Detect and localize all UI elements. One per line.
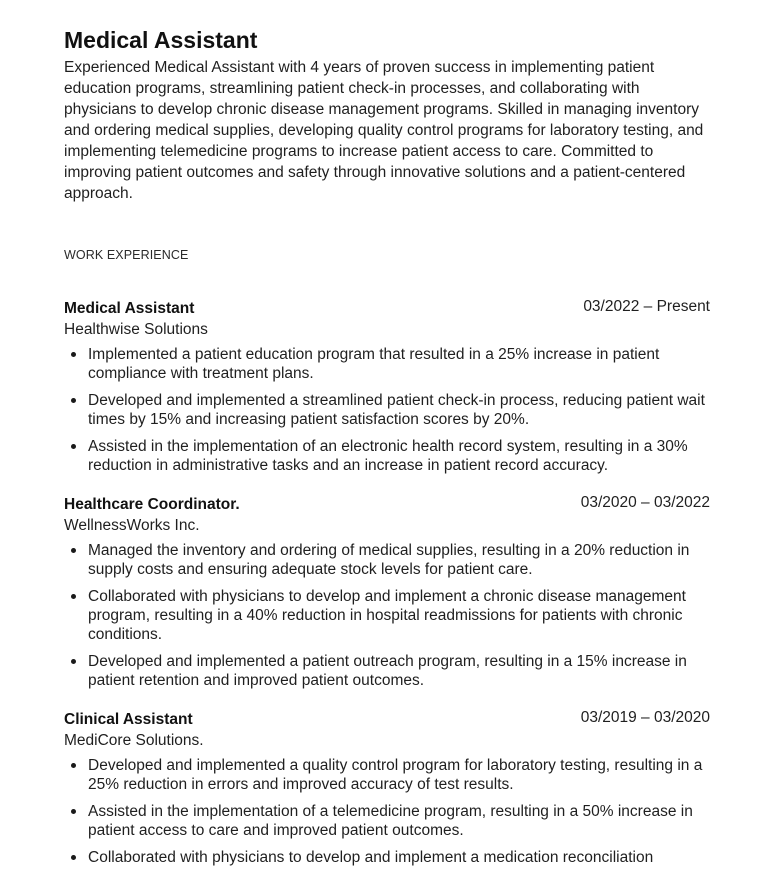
job-dates: 03/2019 – 03/2020 (580, 709, 710, 726)
job-entry (64, 708, 710, 867)
bullet-item: Assisted in the implementation of a telemedicine program, resulting in a 50% increase in patient access to care and improved patient outcomes. (64, 802, 710, 840)
bullet-item: Developed and implemented a patient outreach program, resulting in a 15% increase in patient retention and improved patient outcomes. (64, 652, 710, 690)
company-name: Healthwise Solutions (64, 321, 208, 338)
bullet-item: Assisted in the implementation of an electronic health record system, resulting in a 30% reduction in administrative tasks and an increase in patient record accuracy. (64, 437, 710, 475)
professional-summary: Experienced Medical Assistant with 4 years of proven success in implementing patient education programs, streamlining patient check-in processes, and collaborating with physicians to develop chronic disease management programs. Skilled in managing inventory and ordering medical supplies, developing quality control programs for laboratory testing, and implementing telemedicine programs to increase patient access to care. Committed to improving patient outcomes and safety through innovative solutions and a patient-centered approach. (64, 59, 704, 202)
job-bullets (64, 541, 710, 690)
bullet-item: Developed and implemented a quality control program for laboratory testing, resulting in a 25% reduction in errors and improved accuracy of test results. (64, 756, 710, 794)
bullet-item: Developed and implemented a streamlined patient check-in process, reducing patient wait times by 15% and increasing patient satisfaction scores by 20%. (64, 391, 710, 429)
job-entry (64, 493, 710, 690)
job-entry (64, 297, 710, 475)
job-title: Medical Assistant (64, 300, 195, 317)
job-title: Clinical Assistant (64, 711, 193, 728)
resume-page (64, 24, 710, 875)
resume-title: Medical Assistant (64, 27, 258, 53)
bullet-item: Collaborated with physicians to develop and implement a medication reconciliation (64, 848, 710, 867)
bullet-item: Collaborated with physicians to develop and implement a chronic disease management program, resulting in a 40% reduction in hospital readmissions for patients with chronic conditions. (64, 587, 710, 644)
company-name: WellnessWorks Inc. (64, 517, 200, 534)
job-header (64, 708, 710, 730)
job-title: Healthcare Coordinator. (64, 496, 240, 513)
job-header (64, 493, 710, 515)
bullet-item: Implemented a patient education program that resulted in a 25% increase in patient compliance with treatment plans. (64, 345, 710, 383)
job-bullets (64, 756, 710, 867)
job-dates: 03/2020 – 03/2022 (580, 494, 710, 511)
job-dates: 03/2022 – Present (583, 298, 710, 315)
bullet-item: Managed the inventory and ordering of medical supplies, resulting in a 20% reduction in supply costs and ensuring adequate stock levels for patient care. (64, 541, 710, 579)
work-experience-heading: WORK EXPERIENCE (64, 248, 189, 262)
job-bullets (64, 345, 710, 475)
company-name: MediCore Solutions. (64, 732, 204, 749)
job-header (64, 297, 710, 319)
